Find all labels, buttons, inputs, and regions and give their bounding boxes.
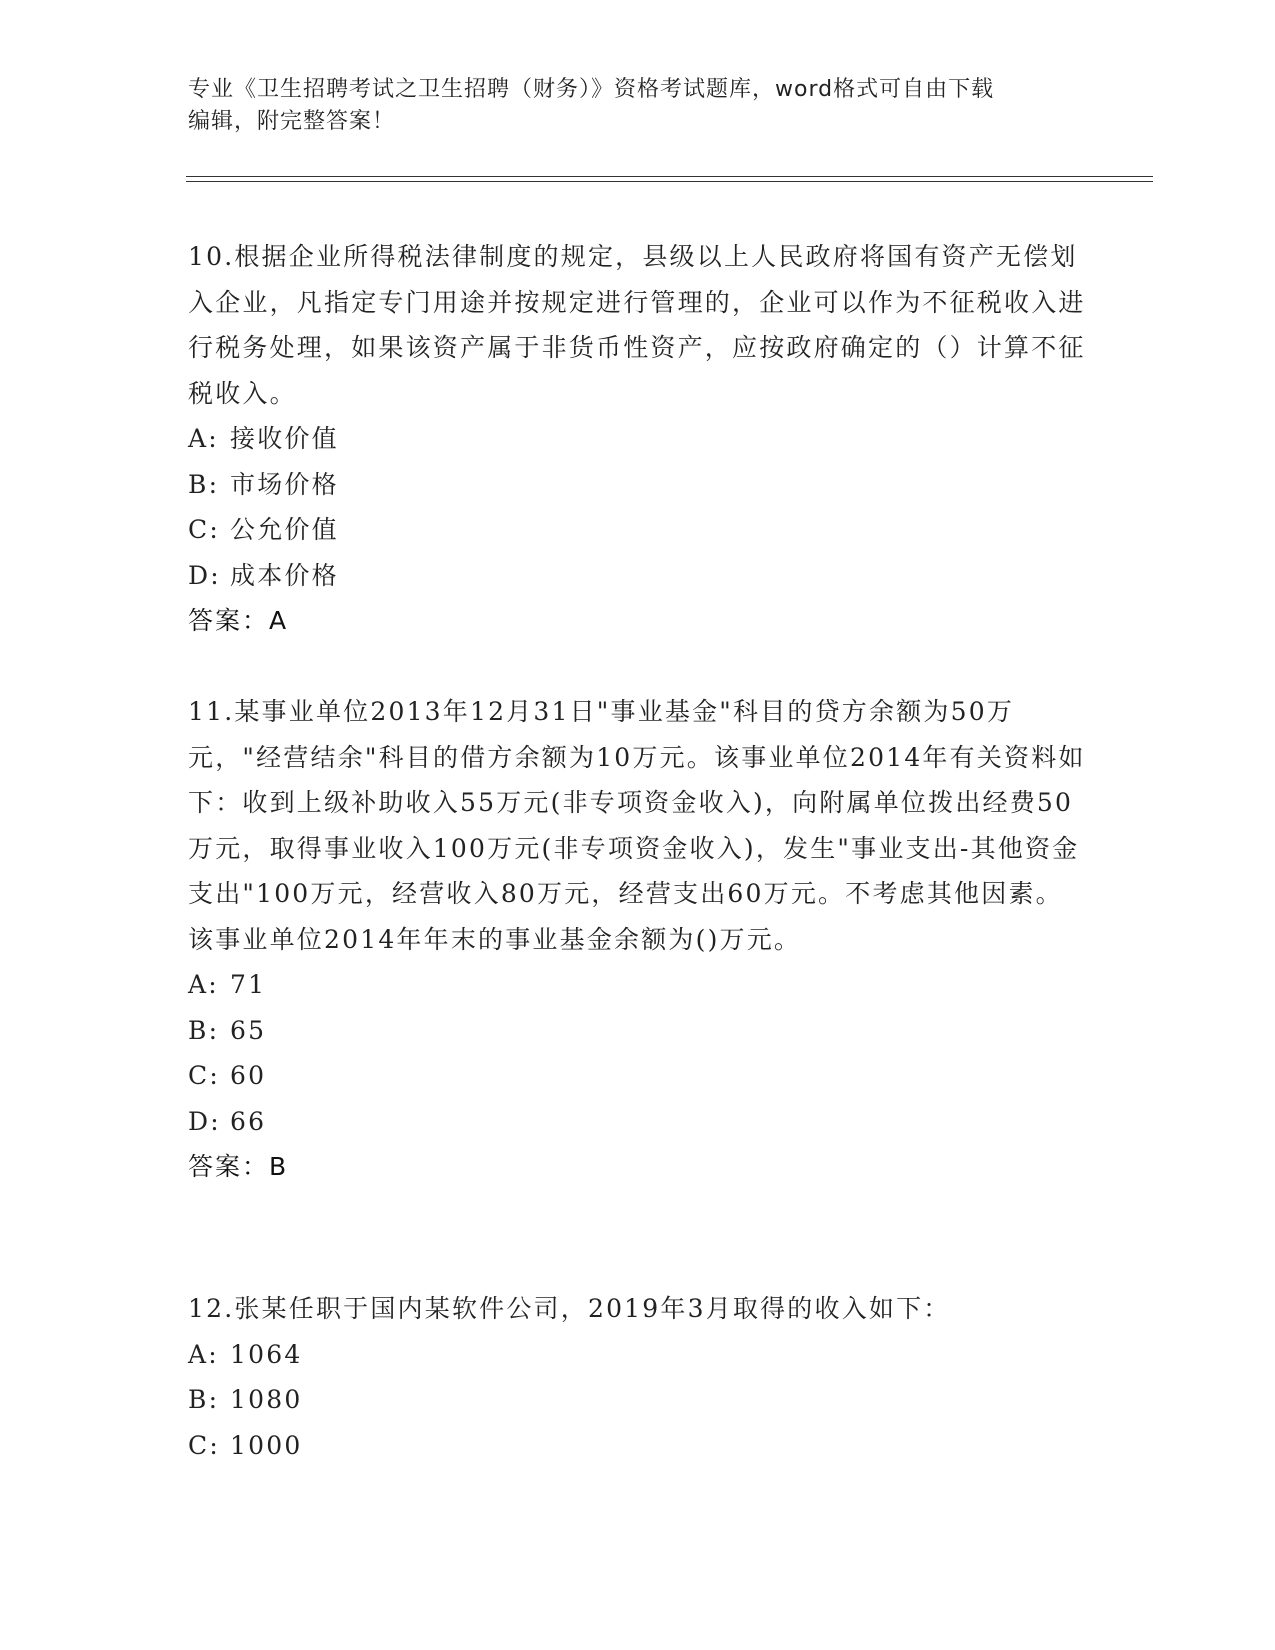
option-letter: C: [188, 1061, 220, 1090]
option-text: 市场价格 [230, 469, 339, 499]
question-text: 12.张某任职于国内某软件公司，2019年3月取得的收入如下： [188, 1294, 951, 1323]
option-d [188, 553, 1088, 599]
option-letter: A: [188, 970, 219, 999]
question-10 [188, 234, 1088, 644]
header-title-line-1: 专业《卫生招聘考试之卫生招聘（财务）》资格考试题库，word格式可自由下载 [188, 77, 995, 102]
question-12 [188, 1286, 1088, 1468]
answer-line: 答案：B [188, 1152, 289, 1181]
option-letter: D: [188, 1106, 221, 1136]
document-header [188, 74, 1068, 138]
option-text: 成本价格 [230, 560, 339, 590]
question-11 [188, 689, 1088, 1190]
option-a [188, 416, 1088, 462]
option-text: 1000 [230, 1430, 303, 1460]
option-letter: C: [188, 515, 220, 544]
answer-line: 答案：A [188, 606, 289, 635]
option-b [188, 462, 1088, 508]
option-text: 1064 [230, 1339, 303, 1369]
option-text: 66 [230, 1106, 267, 1136]
option-c [188, 1423, 1088, 1469]
question-text: 11.某事业单位2013年12月31日"事业基金"科目的贷方余额为50万元，"经营结余"科目的借方余额为10万元。该事业单位2014年有关资料如下：收到上级补助收入55万元(非专项资金收入)，向附属单位拨出经费50万元，取得事业收入100万元(非专项资金收入)，发生"事业支出-其他资金支出"100万元，经营收入80万元，经营支出60万元。不考虑其他因素。该事业单位2014年年末的事业基金余额为()万元。 [188, 697, 1086, 954]
question-text: 10.根据企业所得税法律制度的规定，县级以上人民政府将国有资产无偿划入企业，凡指定专门用途并按规定进行管理的，企业可以作为不征税收入进行税务处理，如果该资产属于非货币性资产，应按政府确定的（）计算不征税收入。 [188, 242, 1086, 408]
option-text: 65 [230, 1015, 267, 1045]
header-divider-top [186, 176, 1153, 177]
option-letter: B: [188, 469, 220, 499]
option-text: 71 [230, 970, 267, 999]
option-text: 接收价值 [230, 424, 339, 453]
option-a [188, 962, 1088, 1008]
option-text: 1080 [230, 1385, 303, 1414]
option-text: 60 [230, 1061, 267, 1090]
option-a [188, 1332, 1088, 1378]
header-title-line-2: 编辑，附完整答案！ [188, 109, 396, 134]
option-b [188, 1008, 1088, 1054]
option-text: 公允价值 [230, 515, 339, 544]
option-letter: D: [188, 560, 221, 590]
option-letter: A: [188, 1339, 219, 1369]
option-c [188, 1053, 1088, 1099]
option-b [188, 1377, 1088, 1423]
option-letter: C: [188, 1430, 220, 1460]
option-letter: B: [188, 1015, 220, 1045]
option-letter: B: [188, 1385, 220, 1414]
header-divider-bottom [186, 181, 1153, 182]
option-letter: A: [188, 424, 219, 453]
option-c [188, 507, 1088, 553]
option-d [188, 1099, 1088, 1145]
